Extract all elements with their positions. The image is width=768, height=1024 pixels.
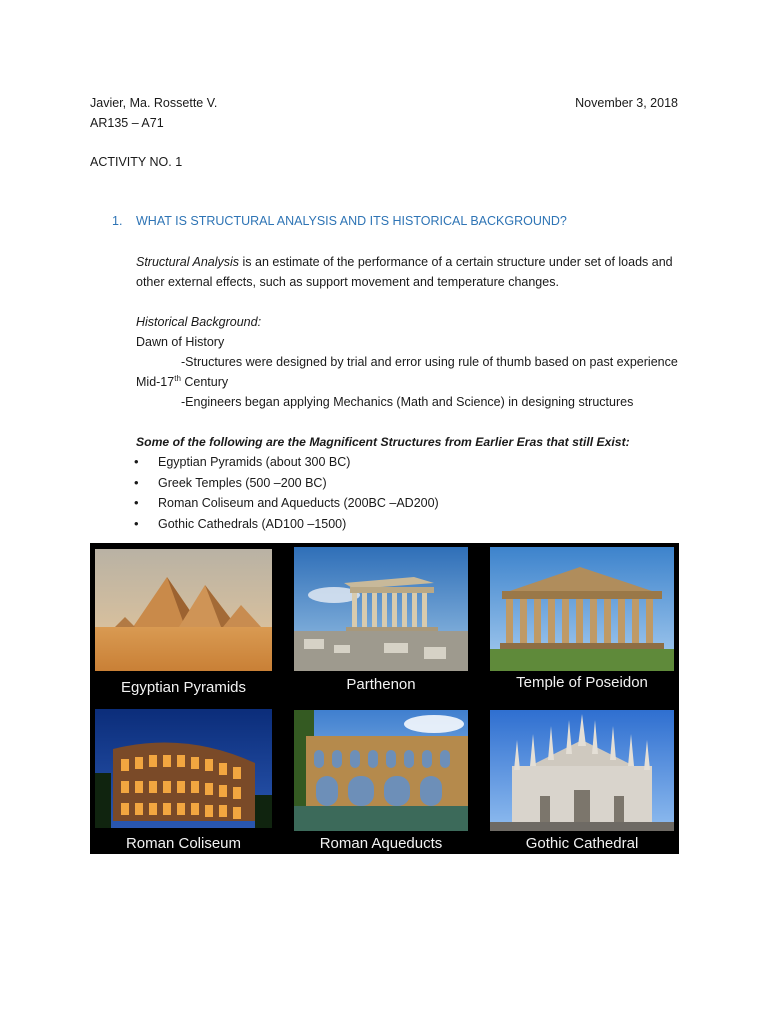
list-item: • Greek Temples (500 –200 BC) [134, 473, 439, 494]
caption-roman-aqueducts: Roman Aqueducts [319, 835, 443, 852]
question-heading: WHAT IS STRUCTURAL ANALYSIS AND ITS HISTORICAL BACKGROUND? [136, 214, 567, 228]
list-item: • Egyptian Pyramids (about 300 BC) [134, 452, 439, 473]
egyptian-pyramids-photo [95, 549, 272, 671]
history-era-2-prefix: Mid-17 [136, 375, 175, 389]
definition-line-1 [136, 254, 673, 270]
definition-line-2: other external effects, such as support movement and temperature changes. [136, 275, 559, 289]
history-era-2-desc: -Engineers began applying Mechanics (Math and Science) in designing structures [181, 395, 634, 409]
history-heading: Historical Background: [136, 315, 262, 329]
activity-title: ACTIVITY NO. 1 [90, 155, 183, 169]
caption-parthenon: Parthenon [346, 676, 416, 693]
structures-heading: Some of the following are the Magnificent Structures from Earlier Eras that still Exist: [136, 435, 630, 449]
list-item: • Gothic Cathedrals (AD100 –1500) [134, 514, 439, 535]
caption-temple-of-poseidon: Temple of Poseidon [516, 674, 648, 691]
definition-term: Structural Analysis [136, 255, 240, 269]
caption-egyptian-pyramids: Egyptian Pyramids [120, 679, 247, 696]
history-era-2-sup: th [174, 373, 181, 383]
history-era-2-suffix: Century [180, 375, 229, 389]
author-name: Javier, Ma. Rossette V. [90, 96, 218, 110]
structures-photo-collage [90, 543, 679, 854]
history-era-1-desc: -Structures were designed by trial and error using rule of thumb based on past experience [181, 355, 678, 369]
history-era-2 [136, 374, 228, 390]
history-era-1: Dawn of History [136, 335, 225, 349]
temple-of-poseidon-photo [490, 547, 674, 671]
caption-gothic-cathedral: Gothic Cathedral [525, 835, 639, 852]
structures-list [134, 452, 439, 534]
gothic-cathedral-photo [490, 710, 674, 831]
definition-text: is an estimate of the performance of a certain structure under set of loads and [239, 255, 673, 269]
parthenon-photo [294, 547, 468, 671]
caption-roman-coliseum: Roman Coliseum [125, 835, 242, 852]
question-number: 1. [112, 214, 123, 228]
document-date: November 3, 2018 [575, 96, 678, 110]
roman-coliseum-photo [95, 709, 272, 828]
course-code: AR135 – A71 [90, 116, 164, 130]
roman-aqueducts-photo [294, 710, 468, 831]
list-item: • Roman Coliseum and Aqueducts (200BC –AD200) [134, 493, 439, 514]
